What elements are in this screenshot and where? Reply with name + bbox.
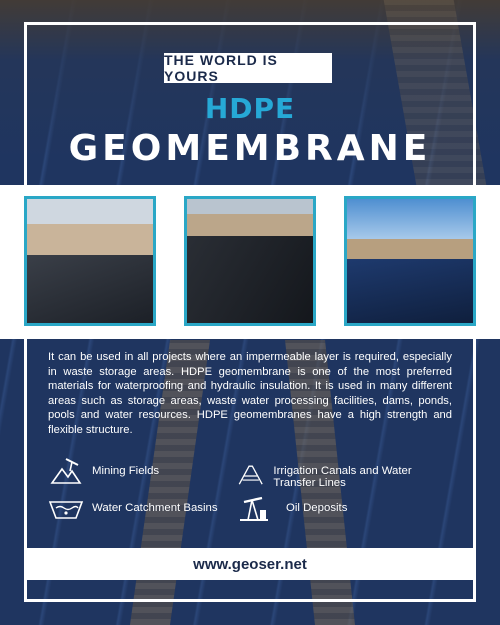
feature-label: Oil Deposits [286, 502, 348, 514]
tagline: THE WORLD IS YOURS [164, 53, 332, 83]
feature-irrigation-canals [236, 460, 448, 492]
description-text: It can be used in all projects where an impermeable layer is required, especially in waste storage areas. HDPE geomembrane is one of the most preferred materials for waterproofing and hydraulic insulation. It is used in many different areas such as storage areas, waste water processing facilities, dams, ponds, pools and water resources. HDPE geomembranes have a high strength and flexible structure. [48, 351, 452, 436]
photo-liner-channel-workers [184, 196, 316, 326]
oil-pump-icon [236, 492, 272, 524]
feature-water-catchment-basins [48, 492, 218, 524]
title-geomembrane: GEOMEMBRANE [68, 128, 432, 169]
feature-mining-fields [48, 455, 159, 487]
photo-liner-pond-landscape [344, 196, 476, 326]
feature-label: Water Catchment Basins [92, 502, 218, 514]
canal-icon [236, 460, 265, 492]
photo-liner-installation-wall [24, 196, 156, 326]
basin-icon [48, 492, 84, 524]
title-hdpe: HDPE [204, 92, 296, 125]
mining-icon [48, 455, 84, 487]
feature-label: Irrigation Canals and Water Transfer Lines [273, 465, 412, 489]
feature-oil-deposits [236, 492, 347, 524]
website-link[interactable]: www.geoser.net [24, 548, 476, 580]
feature-label: Mining Fields [92, 465, 160, 477]
